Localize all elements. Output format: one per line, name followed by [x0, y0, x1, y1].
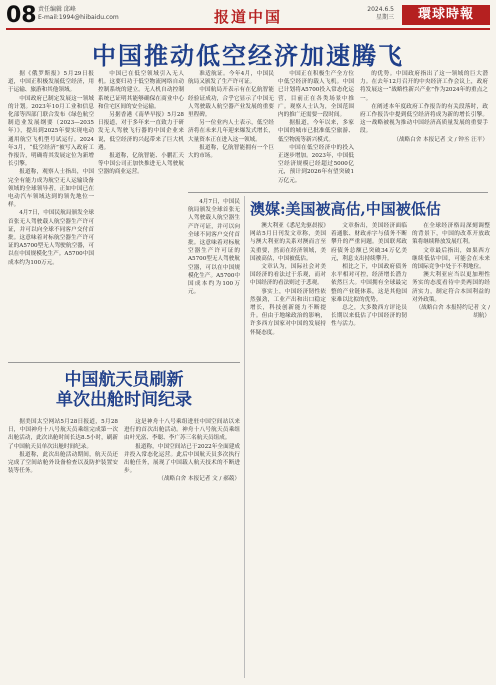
- paragraph: 中国正在积极生产全方位中低空经济的载人飞机。中国已计划将A5700投入常态化运营，目前正在各类场景中推广。观察人士认为，全国范围内的推广还需要一段时间。: [278, 71, 354, 119]
- article2-column-2: [331, 222, 407, 677]
- paragraph: 准适航证。今年4月，中国民航局又颁发了生产许可证。: [188, 71, 274, 86]
- paragraph: 的优势。中国政府指出了这一领域的巨大潜力。在去年12月召开的中央经济工作会议上，政府将发展这一“战略性新兴产业”作为2024年的重点之一。: [360, 71, 488, 102]
- article1-column-3: [188, 70, 274, 186]
- article2-headline: 澳媒:美国被高估,中国被低估: [250, 200, 441, 218]
- article1-column-5: [360, 70, 488, 186]
- issue-date: [367, 6, 394, 22]
- section-title: 报道中国: [213, 8, 282, 26]
- paragraph: 中国政府已制定发展这一领域的计划。2023年10月工业和信息化部等四部门联合发布《绿色航空制造业发展纲要（2023—2035年）》，提出到2025年要实现电动通用航空飞机型号试运行。2024年3月，“低空经济”被写入政府工作报告，明确将其发展定位为新增长引擎。: [8, 95, 94, 168]
- article1-column-4: [278, 70, 354, 186]
- page-header: [6, 4, 490, 30]
- paragraph: 据《俄罗斯报》5月29日报道，中国正积极发展低空经济，用于运输、旅游和其他领域。: [8, 71, 94, 94]
- paragraph: 4月7日，中国民航局颁发全球首张无人驾驶载人航空器生产许可证，并可以向全球不同客户交付首批。这意味着对标航空器生产许可证的A5700型无人驾驶航空器，可以在中国规模化生产。A5700中国成本约为100万元。: [188, 199, 240, 296]
- paragraph: 报道称，中国空间站已于2022年全面建成并投入常态化运营。此后中国航天员多次执行出舱任务，展现了中国载人航天技术的不断进步。: [124, 443, 240, 475]
- article3-headline-line2: 单次出舱时间纪录: [56, 390, 192, 410]
- paragraph: 中国已在低空领域引入无人机。这要归功于低空物流网络自动控制系统的建立。无人机自动控制系统已证明其能够确保在商业中心和住宅区间的安全运输。: [98, 71, 184, 110]
- paragraph: 文章指出，美国经济面临着通胀、财政赤字与债务不断攀升的严重问题。美国联邦政府债务总额已突破34万亿美元，利息支出持续攀升。: [331, 223, 407, 262]
- article3-headline: [8, 370, 240, 410]
- paragraph: 这是神舟十八号乘组进驻中国空间站以来进行的首次出舱活动。神舟十八号航天员乘组由叶光富、李聪、李广苏三名航天员组成。: [124, 419, 240, 442]
- paragraph: 报道称，亿航智能拥有一个巨大的市场。: [188, 144, 274, 160]
- paragraph: 澳大利亚应当以更加理性务实的态度看待中美两国的经济实力，制定符合本国利益的对外政策。: [412, 272, 490, 303]
- email-line: E-mail:1994@hiibaidu.com: [38, 14, 119, 21]
- paragraph: 据报道，今年以来，多家中国的城市已批准低空旅游、低空物流等新兴模式。: [278, 120, 354, 143]
- paragraph: 事实上，中国经济韧性依然强劲，工业产出和出口稳定增长，科技创新能力不断提升。但由于地缘政治的影响，许多西方国家对中国的发展持怀疑态度。: [250, 288, 326, 336]
- article3-byline: （战略白舍 本报记者 文 / 郝兢）: [158, 476, 240, 483]
- article3-column-2: [124, 418, 240, 677]
- article1-column-1: [8, 70, 94, 353]
- paragraph: 中国航局开表示有在亿航智能经验证成功，合乎它显示了中国无人驾驶载人航空器产业发展的重要里程碑。: [188, 87, 274, 119]
- article2-byline: （战略白舍 本报特约记者 文 / 胡航）: [415, 305, 490, 320]
- paragraph: 4月7日，中国民航局颁发全球首张无人驾驶载人航空器生产许可证，并可以向全球不同客户交付首批。这意味着对标航空器生产许可证的A5700型无人驾驶航空器，可以在中国规模化生产。A5700中国成本约为100万元。: [8, 210, 94, 266]
- column-divider: [244, 196, 245, 678]
- paragraph: 报道称，观察人士指出，中国完全有能力成为航空无人运输设备领域的全球领导者，正如中国已在电动汽车领域达到的领先地位一样。: [8, 169, 94, 209]
- paragraph: 在全球经济格局深刻调整的背景下，中国的改革开放政策将继续释放发展红利。: [412, 223, 490, 246]
- paragraph: 据美国太空网站5月28日报道，5月28日，中国神舟十八号航天员乘组完成第一次出舱活动，此次出舱时间长达8.5小时，刷新了中国航天员单次出舱时间纪录。: [8, 419, 118, 450]
- paragraph: 相比之下，中国政府债务水平相对可控，经济增长潜力依然巨大。中国拥有全球最完整的产业链体系，这是其他国家难以比拟的优势。: [331, 264, 407, 303]
- paragraph: 澳大利亚《悉尼先驱晨报》网站5月日刊发文章称，美国与澳大利亚的关系对澳而言至关重要，然而在经济领域，美国被高估，中国被低估。: [250, 223, 326, 262]
- date-line: 2024.6.5: [367, 6, 394, 13]
- paragraph: 总之，大多数西方评论员长期以来低估了中国经济的韧性与活力。: [331, 305, 407, 328]
- article1-byline: （战略白舍 本报记者 文 / 钟丞 汪平）: [393, 136, 488, 143]
- paragraph: 文章认为，国际社会对美国经济的看法过于乐观，而对中国经济的看法则过于悲观。: [250, 264, 326, 287]
- paragraph: 中国在低空经济中的投入正逐步增加。2023年，中国低空经济规模已经超过5000亿元，预计到2026年有望突破1万亿元。: [278, 144, 354, 184]
- paragraph: 报道称，此次出舱活动期间，航天员还完成了空间站舱外设备检查以及防护装置安装等任务。: [8, 451, 118, 475]
- newspaper-logo: 環球時報: [402, 5, 490, 25]
- main-headline: 中国推动低空经济加速腾飞: [92, 41, 404, 70]
- article2-column-3: [412, 222, 490, 677]
- article3-headline-line1: 中国航天员刷新: [64, 370, 184, 390]
- article3-column-1: [8, 418, 118, 677]
- article1-column-2: [98, 70, 184, 353]
- section-divider-2: [8, 362, 240, 363]
- paragraph: 另据香港《南华早报》5月28日报道，对于多年来一直致力于研发无人驾驶飞行器的中国企业来说，低空经济的兴起带来了巨大机遇。: [98, 112, 184, 151]
- page-number: 08: [6, 3, 37, 28]
- paragraph: 另一位业内人士表示，低空经济将在未来几年迎来爆发式增长，大量资本正在进入这一领域。: [188, 120, 274, 143]
- article1-column-3-continued: [188, 198, 240, 356]
- paragraph: 报道称，亿航智能、小鹏汇天等中国公司正加快推进无人驾驶航空器的商业运营。: [98, 153, 184, 176]
- paragraph: 在阐述本年度政府工作报告的有关段落时，政府工作报告中提到低空经济将成为新的增长引擎。这一战略被视为推动中国经济高质量发展的重要手段。: [360, 103, 488, 135]
- editor-line: 责任编辑 邱峰: [38, 6, 76, 13]
- paragraph: 文章最后指出，如果西方继续低估中国，可能会在未来的国际竞争中处于不利地位。: [412, 247, 490, 271]
- article2-column-1: [250, 222, 326, 677]
- section-divider: [188, 192, 488, 193]
- weekday-line: 星期三: [375, 14, 394, 21]
